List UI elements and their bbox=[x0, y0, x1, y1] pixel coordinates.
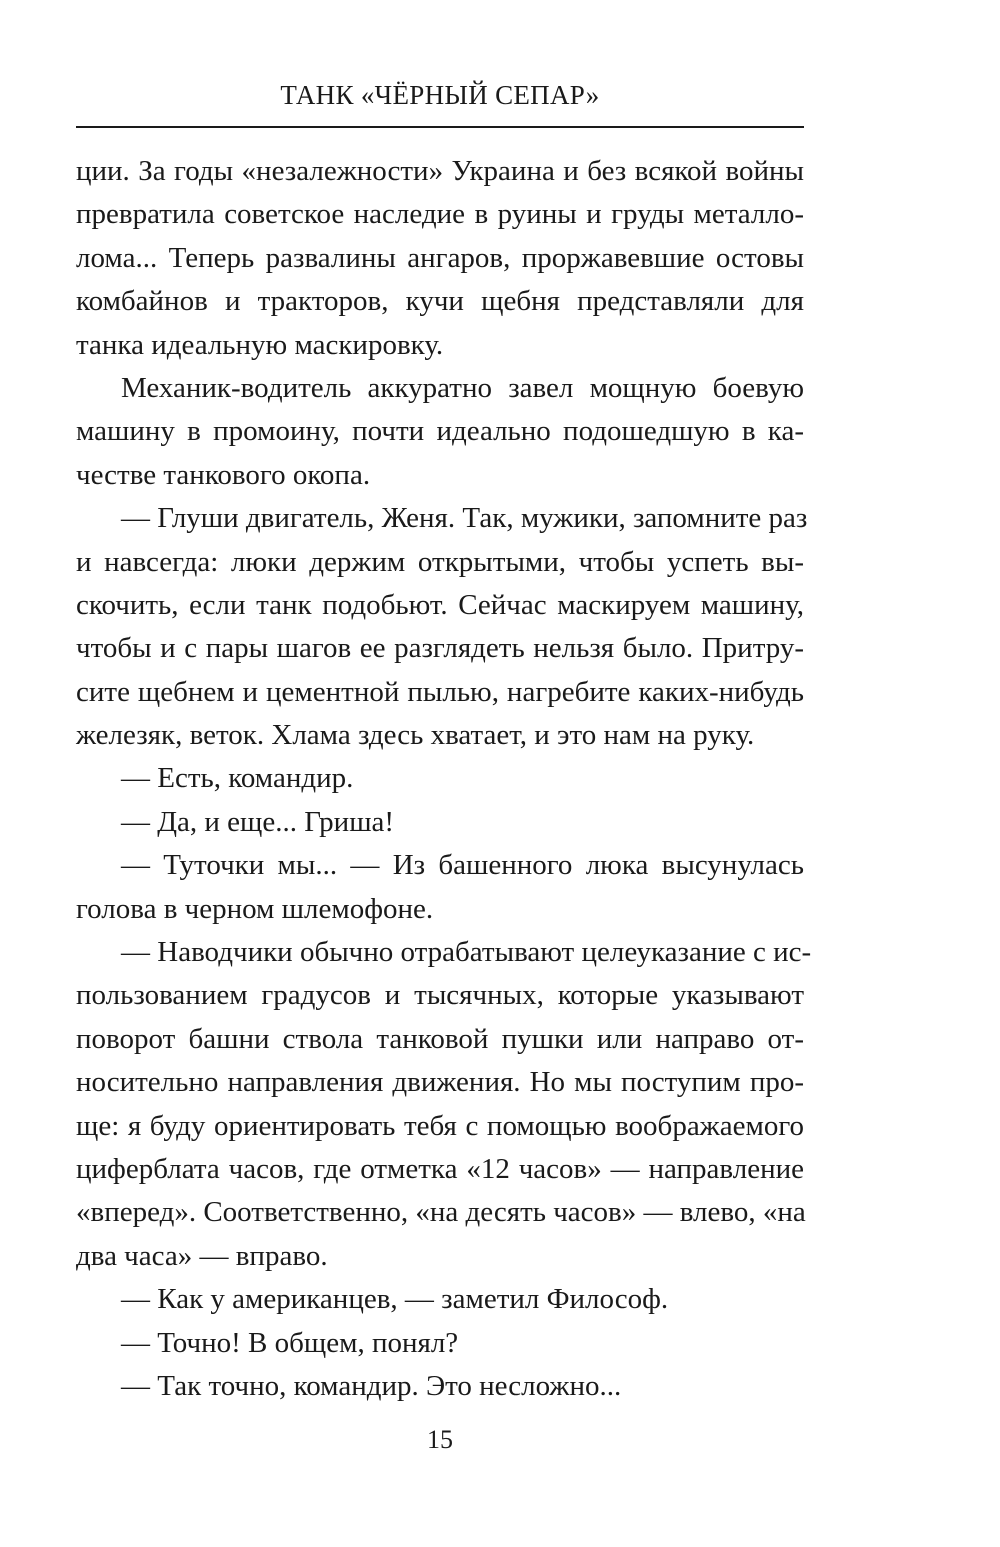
text-line: танка идеальную маскировку. bbox=[76, 328, 444, 361]
text-line: лома... Теперь развалины ангаров, проржавевшие остовы bbox=[76, 241, 804, 274]
text-line: машину в промоину, почти идеально подошедшую в ка- bbox=[76, 415, 804, 448]
text-line: голова в черном шлемофоне. bbox=[76, 892, 434, 925]
text-line: железяк, веток. Хлама здесь хватает, и это нам на руку. bbox=[76, 719, 755, 752]
page-number: 15 bbox=[427, 1425, 453, 1454]
body-text bbox=[76, 150, 812, 1408]
text-line: — Точно! В общем, понял? bbox=[121, 1326, 459, 1359]
text-line: — Наводчики обычно отрабатывают целеуказание с ис- bbox=[121, 936, 812, 969]
text-line: носительно направления движения. Но мы поступим про- bbox=[76, 1066, 804, 1099]
text-line: — Есть, командир. bbox=[121, 762, 354, 795]
text-line: ще: я буду ориентировать тебя с помощью воображаемого bbox=[76, 1109, 804, 1142]
text-line: — Да, и еще... Гриша! bbox=[121, 805, 395, 838]
text-line: Механик-водитель аккуратно завел мощную боевую bbox=[121, 371, 804, 404]
text-line: превратила советское наследие в руины и груды металло- bbox=[76, 198, 804, 231]
text-line: — Глуши двигатель, Женя. Так, мужики, запомните раз bbox=[121, 502, 808, 535]
text-line: — Так точно, командир. Это несложно... bbox=[121, 1369, 622, 1402]
text-line: — Как у американцев, — заметил Философ. bbox=[121, 1283, 669, 1316]
text-line: — Туточки мы... — Из башенного люка высунулась bbox=[121, 849, 804, 882]
text-line: сите щебнем и цементной пылью, нагребите каких-нибудь bbox=[76, 675, 804, 708]
text-line: комбайнов и тракторов, кучи щебня представляли для bbox=[76, 285, 804, 318]
running-title: ТАНК «ЧЁРНЫЙ СЕПАР» bbox=[280, 80, 600, 110]
text-line: поворот башни ствола танковой пушки или направо от- bbox=[76, 1022, 804, 1055]
text-line: скочить, если танк подобьют. Сейчас маскируем машину, bbox=[76, 588, 804, 621]
text-line: честве танкового окопа. bbox=[76, 458, 371, 491]
text-line: чтобы и с пары шагов ее разглядеть нельзя было. Притру- bbox=[76, 632, 804, 665]
text-line: «вперед». Соответственно, «на десять часов» — влево, «на bbox=[76, 1196, 806, 1229]
text-line: ции. За годы «незалежности» Украина и без всякой войны bbox=[76, 155, 804, 187]
text-line: и навсегда: люки держим открытыми, чтобы успеть вы- bbox=[76, 545, 804, 578]
text-line: пользованием градусов и тысячных, которые указывают bbox=[76, 979, 804, 1012]
text-line: циферблата часов, где отметка «12 часов» — направление bbox=[76, 1152, 804, 1185]
header-rule bbox=[76, 126, 804, 128]
text-line: два часа» — вправо. bbox=[76, 1239, 328, 1272]
